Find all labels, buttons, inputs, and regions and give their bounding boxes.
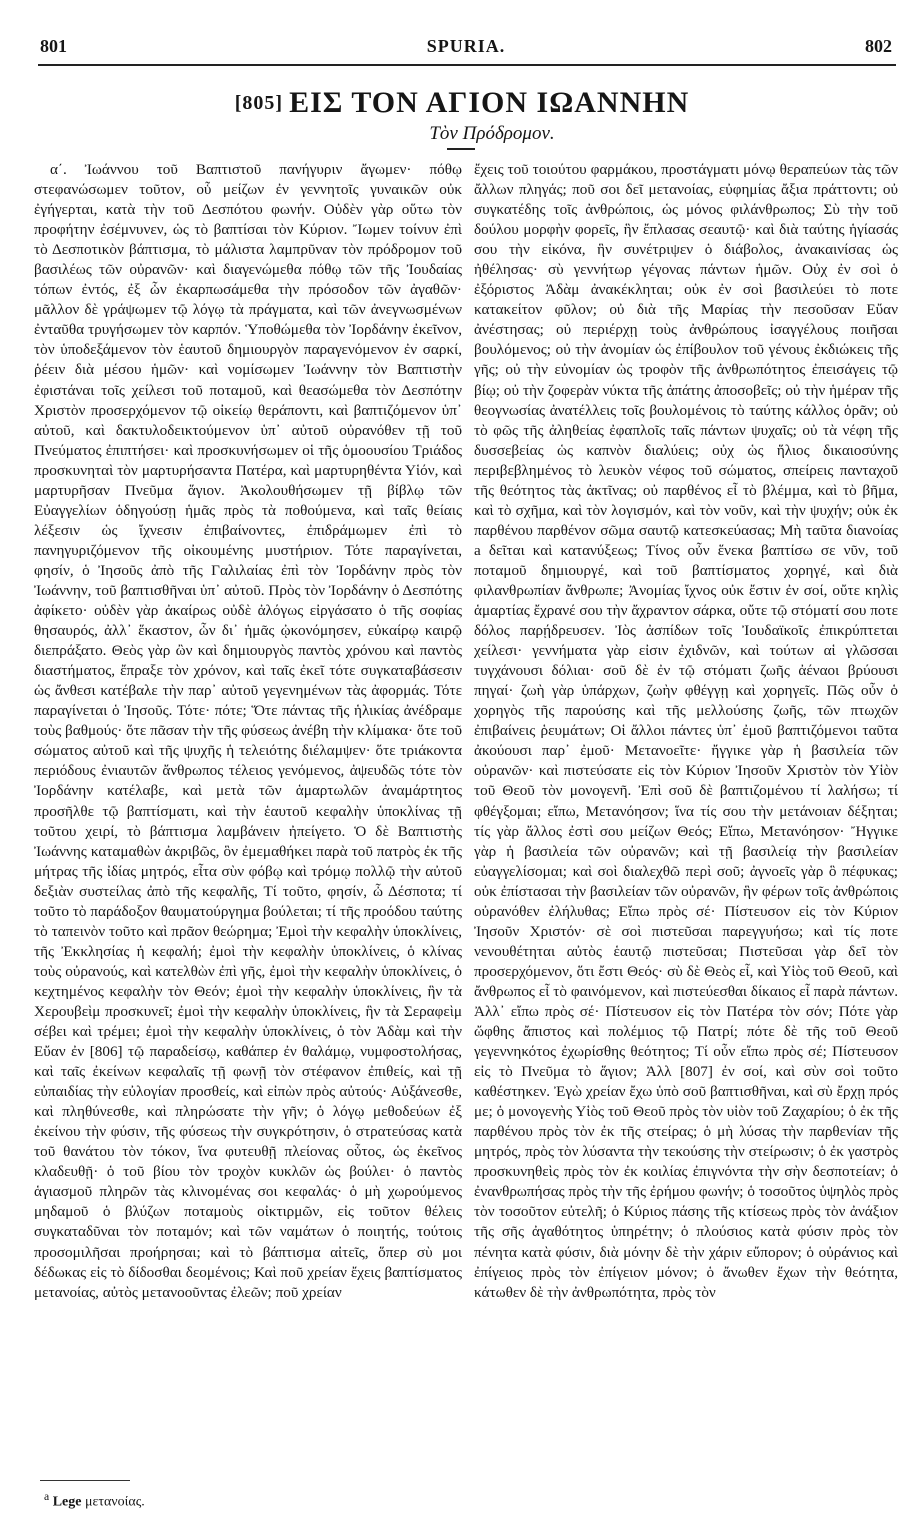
page-number-left: 801 [40,36,67,56]
homily-subtitle: Τὸν Πρόδρομον. [429,123,555,144]
title-dash [447,148,475,150]
running-head-title: SPURIA. [426,36,506,56]
left-column [34,160,462,1478]
page-number-right: 802 [865,36,892,56]
footnote-rule [40,1480,130,1481]
column-reference: [805] [234,92,284,114]
running-head [40,36,892,60]
title-block [0,86,924,146]
right-column-text: ἔχεις τοῦ τοιούτου φαρμάκου, προστάγματι μόνῳ θεραπεύων τὰς τῶν ἄλλων πληγάς; ποῦ σοι δεῖ μετανοίας, εὐφημίας ἄξια πράττοντι; οὐ συγκατέδης τοῖς ἀνθρώποις, ὡς μόνος φιλάνθρωπος; Σὺ τὴν τοῦ δούλου μορφὴν φορεῖς, ἣν ἔπλασας σεαυτῷ· καὶ διὰ ταύτης ἡγίασάς σου τὴν εἰκόνα, ἣν συνέτριψεν ὁ διάβολος, ἀνακαινίσας ὡς ἠθέλησας· σὺ γεννήτωρ γέγονας πάντων ἡμῶν. Οὐχ ἐν σοὶ ὁ ἐξόριστος Ἀδὰμ ἀνακέκληται; οὐκ ἐν σοὶ βασιλεύει τὸ ποτε κατακείτον φῦλον; οὐ διὰ τῆς Μαρίας τὴν πεσοῦσαν Εὔαν ἀνέστησας; οὐ περιέρχῃ τοὺς ἀνθρώπους ἰσαγγέλους ποιῆσαι βουλόμενος; οὐ τὴν ἀνομίαν ὡς ἐπίβουλον τοῦ γένους ἐκδιώκεις τῆς γῆς; οὐ τὴν εὐνομίαν ὡς τροφὸν τῆς ἀνθρωπότητος ἐπεισάγεις τῷ βίῳ; οὐ τὴν ζοφερὰν νύκτα τῆς ἀπάτης ἀποσοβεῖς; οὐ τὴν ἡμέραν τῆς θεογνωσίας ἀνατέλλεις τοῖς βουλομένοις τὸ ταύτης κάλλος ὁρᾶν; οὐ τὸ φῶς τῆς ἀληθείας ἐφαπλοῖς ταῖς πάντων ψυχαῖς; οὐ τὰ νέφη τῆς δυσσεβείας ὡς καπνὸν διαλύεις; οὐχ ὡς ἥλιος δικαιοσύνης περιβεβλημένος τὸ λευκὸν νέφος τοῦ σώματος, σπείρεις πανταχοῦ τῆς θεότητος τὰς ἀκτῖνας; οὐ παρθένος εἶ τὸ βλέμμα, καὶ τὸ βῆμα, καὶ τὸ σχῆμα, καὶ τὸν λογισμόν, καὶ τὸν νοῦν, καὶ τὴν ψυχήν; οὐκ ἐκ παρθένου παρθένον σῶμα σαυτῷ κατεσκεύασας; Μὴ ταῦτα διανοίας a δεῖται καὶ κατανύξεως; Τίνος οὖν ἕνεκα βαπτίσω σε νῦν, τοῦ ποταμοῦ δημιουργέ, καὶ τοῦ βαπτίσματος χορηγέ, καὶ διὰ φιλανθρωπίαν ἄνθρωπε; Ἀνομίας ἴχνος οὐκ ἔστιν ἐν σοί, οὔτε κηλὶς ἁμαρτίας ἔχρανέ σου τὴν ἄχραντον σάρκα, οὔτε τῷ στόματί σου ποτε δόλος παρῄδρευσεν. Ἰὸς ἀσπίδων τοῖς Ἰουδαϊκοῖς ἐπικρύπτεται χείλεσι· γεννήματα γὰρ εἰσιν ἐχιδνῶν, καὶ τούτων αἱ γλῶσσαι τυγχάνουσι δόλιαι· σοῦ δὲ ἐν τῷ στόματι ζωῆς ἀέναοι βρύουσι πηγαί· ζωὴ γὰρ ὑπάρχων, ζωὴν φθέγγῃ καὶ χορηγεῖς. Πῶς οὖν ὁ χορηγὸς τῆς παρούσης καὶ τῆς μελλούσης ζωῆς, τῶν πτωχῶν ἐπιβαίνεις ῥευμάτων; Οἱ ἄλλοι πάντες ὑπ᾽ ἐμοῦ βαπτιζόμενοι ταῦτα ἀκούουσι παρ᾽ ἐμοῦ· Μετανοεῖτε· ἤγγικε γὰρ ἡ βασιλεία τῶν οὐρανῶν· καὶ πιστεύσατε εἰς τὸν Κύριον Ἰησοῦν Χριστὸν τὸν Υἱὸν τοῦ Θεοῦ τὸν μονογενῆ. Ἐπὶ σοῦ δὲ βαπτιζομένου τί λαλήσω; τί φθέγξομαι; εἴπω, Μετανόησον; ἵνα τίς σου τὴν μετάνοιαν δέξηται; τίς γὰρ ἄλλος ἐστὶ σου μείζων Θεός; Εἴπω, Μετανόησον· Ἤγγικε γὰρ ἡ βασιλεία τῶν οὐρανῶν; καὶ τῇ βασιλείᾳ τὴν βασιλείαν εὐαγγελίσομαι; καὶ σοὶ διαλεχθῶ περὶ σοῦ; ἀγνοεῖς γὰρ ὃ πέφυκας; οὐκ ἐπίστασαι τὴν βασιλείαν τῶν οὐρανῶν, ἣν φέρων τοῖς ἀνθρώποις οὐρανόθεν ἐλήλυθας; Εἴπω πρὸς σέ· Πίστευσον εἰς τὸν Κύριον Ἰησοῦν Χριστόν· σὲ σοὶ πιστεῦσαι παρεγγυήσω; καὶ τίς ποτε νενουθέτηται αὐτὸς ἑαυτῷ πιστεῦσαι; Πιστεῦσαι γὰρ δεῖ τὸν προσερχόμενον, ὅτι ἔστι Θεός· σὺ δὲ Θεὸς εἶ, καὶ Υἱὸς τοῦ Θεοῦ, καὶ ἄνθρωπος εἶ τὸ φαινόμενον, καὶ πιστεύεσθαι δίκαιος εἶ παρὰ πάντων. Ἀλλ᾽ εἴπω πρὸς σέ· Πίστευσον εἰς τὸν Πατέρα τὸν σόν; Πότε γὰρ ὤφθης ἄπιστος καὶ πολέμιος τῷ Πατρί; πότε δὲ τῆς τοῦ Θεοῦ γεγεννηκότος ἐχωρίσθης θεότητος; Τί οὖν εἴπω πρὸς σέ; Πίστευσον εἰς τὸ Πνεῦμα τὸ ἅγιον; Ἀλλ [807] ἐν σοί, καὶ σὺν σοὶ τοῦτο καθέστηκεν. Ἐγὼ χρείαν ἔχω ὑπὸ σοῦ βαπτισθῆναι, καὶ σὺ ἔρχῃ πρός με; ὁ μονογενὴς Υἱὸς τοῦ Θεοῦ πρὸς τὸν υἱὸν τοῦ Ζαχαρίου; ὁ ἐκ τῆς παρθένου πρὸς τὸν ἐκ τῆς στείρας; ὁ μὴ λύσας τὴν παρθενίαν τῆς μητρός, πρὸς τὸν λύσαντα τὴν τεκούσης τὴν στείρωσιν; ὁ ἐκ γαστρὸς προσκυνηθεὶς πρὸς τὸν ἐκ κοιλίας ἐπιγνόντα τὴν σὴν δεσποτείαν; ὁ ἐνανθρωπήσας πρὸς τὴν τῆς ἐρήμου φωνήν; ὁ τοσοῦτος ὑψηλὸς πρὸς τὸν τοσοῦτον εὐτελῆ; ὁ Κύριος πάσης τῆς κτίσεως πρὸς τὸν ἀνάξιον τῆς σῆς ἀγαθότητος ὑπηρέτην; ὁ πλούσιος κατὰ φύσιν πρὸς τὸν πένητα κατὰ φύσιν, διὰ μόνην δὲ τὴν χάριν εὔπορον; ὁ οὐράνιος καὶ ἐπίγειος πρὸς τὸν ἐπίγειον μόνον; ὁ ἄνωθεν ἔχων τὴν θεότητα, κάτωθεν δὲ τὴν ἀνθρωπότητα, πρὸς τὸν [474,161,898,1301]
footnote-text: μετανοίας. [84,1494,145,1510]
homily-title [0,86,924,120]
header-rule [38,64,896,66]
footnote [44,1488,145,1512]
right-column [474,160,898,1478]
left-column-text: α΄. Ἰωάννου τοῦ Βαπτιστοῦ πανήγυριν ἄγωμεν· πόθῳ στεφανώσωμεν τοῦτον, οὗ μείζων ἐν γεννητοῖς γυναικῶν οὐκ ἐγήγερται, κατὰ τὴν τοῦ Δεσπότου φωνήν. Οὐδὲν γὰρ οὕτω τὸν προφήτην ἐσέμνυνεν, ὡς τὸ βαπτίσαι τὸν Κύριον. Ἴωμεν τοίνυν ἐπὶ τὸ Δεσποτικὸν βάπτισμα, τὸ μάλιστα λαμπρῦναν τὸν πρόδρομον τοῦ βασιλέως τῶν οὐρανῶν· καὶ διαγενώμεθα πόθῳ τῶν τῆς Ἰουδαίας τόπων ἐντός, ἐξ ὧν ἐκαρπωσάμεθα τὴν πρόσοδον τῶν ἀγαθῶν· μᾶλλον δὲ γράψωμεν τῷ λόγῳ τὰ πράγματα, καὶ τῶν ἀνεγνωσμένων ἐνταῦθα τρυγήσωμεν τὸν καρπόν. Ὑποθώμεθα τὸν Ἰορδάνην ἐκεῖνον, τὸν ὑποδεξάμενον τὸν ἑαυτοῦ δημιουργὸν παραγενόμενον ἐν σαρκί, ῥέειν διὰ μέσου ἡμῶν· καὶ νομίσωμεν Ἰωάννην τὸν Βαπτιστὴν ἐφιστάναι τοῖς χείλεσι τοῦ ποταμοῦ, καὶ θεασώμεθα τὸν Δεσπότην Χριστὸν προσερχόμενον τῷ οἰκείῳ θεράποντι, καὶ βαπτιζόμενον ὑπ᾽ αὐτοῦ, καὶ δακτυλοδεικτούμενον ὑπ᾽ αὐτοῦ οὐρανόθεν τῇ τοῦ Πνεύματος ἐπιπτήσει· καὶ προσκυνήσωμεν οἱ τῆς ὁμοουσίου Τριάδος προσκυνηταὶ τὸν μαρτυρήσαντα Πατέρα, καὶ μαρτυρηθέντα Υἱόν, καὶ μαρτυρῆσαν Πνεῦμα ἅγιον. Ἀκολουθήσωμεν τῇ βίβλῳ τῶν Εὐαγγελίων ὁδηγούσῃ ἡμᾶς πρὸς τὰ ποθούμενα, καὶ ταῖς θείαις λέξεσιν ὡς ἴχνεσιν ἐπιβαίνοντες, ἐπιδράμωμεν ἐπὶ τὸ πανηγυριζόμενον τῆς οἰκουμένης μυστήριον. Τότε παραγίνεται, φησίν, ὁ Ἰησοῦς ἀπὸ τῆς Γαλιλαίας ἐπὶ τὸν Ἰορδάνην πρὸς τὸν Ἰωάννην, τοῦ βαπτισθῆναι ὑπ᾽ αὐτοῦ. Πρὸς τὸν Ἰορδάνην ὁ Δεσπότης ἀφίκετο· οὐδὲν γὰρ ἀκαίρως οὐδὲ ἀλόγως εἰργάσατο ὁ τῆς σοφίας θησαυρός, ἀλλ᾽ ἕκαστον, ὧν δι᾽ ἡμᾶς ᾠκονόμησεν, εὐκαίρῳ καιρῷ διεπράξατο. Θεὸς γὰρ ὢν καὶ δημιουργὸς παντὸς χρόνου καὶ παντὸς διαστήματος, ἔπραξε τὸν χρόνον, καὶ ταῖς ἐκεῖ τότε συγκαταβάσεσιν ὡς ἄνθεσι κατέβαλε τὴν παρ᾽ αὐτοῦ γεγενημένων τὰς ἀφορμάς. Τότε παραγίνεται ὁ Ἰησοῦς. Τότε· πότε; Ὅτε πάντας τῆς ἡλικίας ἀνέδραμε τοὺς βαθμούς· ὅτε πᾶσαν τὴν τῆς φύσεως ἀνέβη τὴν κλίμακα· ὅτε τοῦ σώματος αὐτοῦ καὶ τῆς ψυχῆς ἡ τελειότης διέλαμψεν· ὅτε τριάκοντα περιόδους ἐνιαυτῶν ἄνθρωπος τέλειος γενόμενος, ἀψευδῶς τότε τὸν Ἰορδάνην κατέλαβε, καὶ μετὰ τῶν ἁμαρτωλῶν ἀναμάρτητος προσῆλθε τῷ βαπτίσματι, καὶ τὴν ἑαυτοῦ κεφαλὴν ὑποκλίνας τῇ τοῦτου χειρί, τὸ βάπτισμα λαμβάνειν ἠπείγετο. Ὁ δὲ Βαπτιστὴς Ἰωάννης καταμαθὼν ἀκριβῶς, ὃν ἐμεμαθήκει παρὰ τοῦ πατρὸς ἐκ τῆς μήτρας τῆς ἰδίας μητρός, εἶτα σὺν φόβῳ καὶ τρόμῳ πολλῷ τὴν αὐτοῦ δεξιὰν συστείλας ἀπὸ τῆς κεφαλῆς, Τί τοῦτο, φησίν, ὦ Δέσποτα; τί τοῦτο τὸ παράδοξον θαυματούργημα βούλεται; τί τῆς προόδου ταύτης τὸ ταπεινὸν τοῦτο καὶ πρᾶον θεώρημα; Ἐμοὶ τὴν κεφαλὴν ὑποκλίνεις, τῆς Ἐκκλησίας ἡ κεφαλή; ἐμοὶ τὴν κεφαλὴν ὑποκλίνεις, ὁ κλίνας τοὺς οὐρανούς, καὶ κατελθὼν ἐπὶ γῆς, ἐμοὶ τὴν κεφαλὴν ὑποκλίνεις, ὁ κεχτημένος κεφαλὴν τὸν Θεόν; ἐμοὶ τὴν κεφαλὴν ὑποκλίνεις, ἣν τὰ Χερουβεὶμ προσκυνεῖ; ἐμοὶ τὴν κεφαλὴν ὑποκλίνεις, ἣν τὰ Σεραφεὶμ σέβει καὶ τρέμει; ἐμοὶ τὴν κεφαλὴν ὑποκλίνεις, ὁ τὸν Ἀδὰμ καὶ τὴν Εὔαν ἐν [806] τῷ παραδείσῳ, καθάπερ ἐν θαλάμῳ, νυμφοστολήσας, καὶ ταῖς ἐκείνων κεφαλαῖς τῇ φωνῇ τὸν στέφανον ἐπιθείς, καὶ τῇ εὐπαιδίας τὴν εὐλογίαν προσθείς, καὶ εἰπὼν πρὸς αὐτούς· Αὐξάνεσθε, καὶ πληθύνεσθε, καὶ πληρώσατε τὴν γῆν; ὁ λόγῳ μεθοδεύων ἐξ ἐκείνου τὴν φύσιν, τῆς φύσεως τὴν συγκρότησιν, ὁ στρατεύσας κατὰ τοῦ θανάτου τὸν τόκον, ἵνα φυτευθῇ πλείονας οὗτος, ὡς ἐκεῖνος κλαδευθῇ· ὁ τοῦ βίου τὸν τροχὸν κυκλῶν ὡς βούλει· ὁ παντὸς ἁγιασμοῦ πληρῶν τὰς κλινομένας σοι κεφαλάς· ὁ μὴ χωρούμενος μηδαμοῦ ὁ βλύζων ποταμοὺς οἰκτιρμῶν, εἰς τοῦτον θέλεις συγκαταδῦναι τὸν ποταμόν; καὶ τῶν ναμάτων ὁ ποιητής, τούτοις προσομιλῆσαι προήρησαι; καὶ τὸ βάπτισμα αἰτεῖς, ὅπερ σὺ μοι δέδωκας εἰς τὸ δίδοσθαι δεομένοις; Καὶ ποῦ χρείαν ἔχεις βαπτίσματος μετανοίας, αὐτὸς μετανοοῦντας ἐλεῶν; ποῦ χρείαν [34,161,462,1301]
footnote-lege: Lege [52,1494,82,1510]
title-text: ΕΙΣ ΤΟΝ ΑΓΙΟΝ ΙΩΑΝΝΗΝ [289,86,690,119]
footnote-marker: a [44,1490,50,1503]
